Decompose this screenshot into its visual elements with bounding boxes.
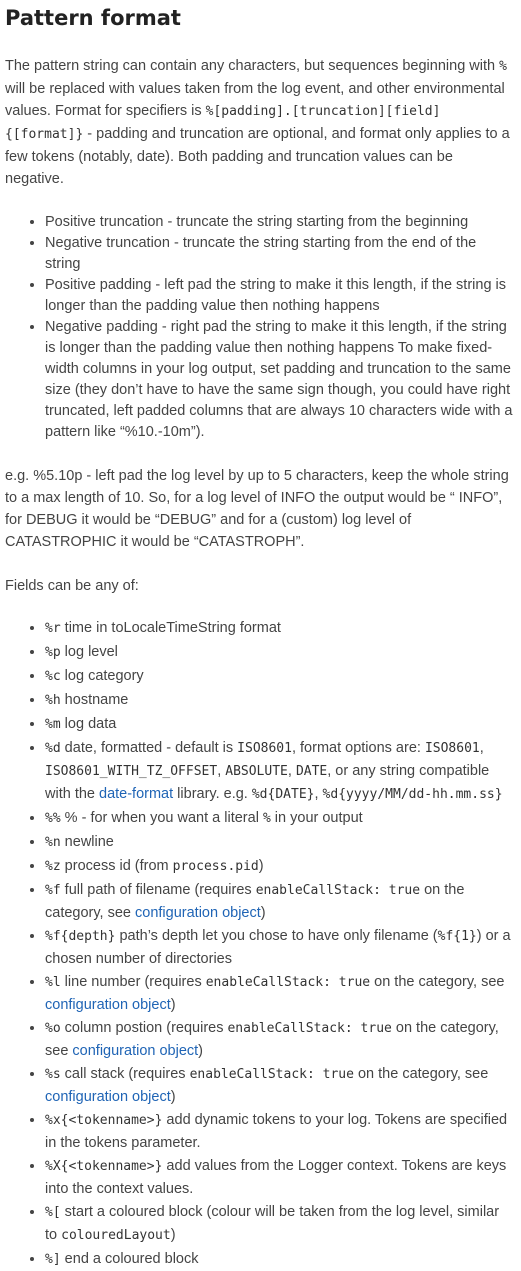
list-item: • Positive truncation - truncate the string starting from the beginning — [45, 212, 515, 233]
list-item: • %n newline — [45, 831, 515, 854]
list-item: • %z process id (from process.pid) — [45, 855, 515, 878]
rules-list — [5, 212, 515, 443]
list-item: • %% % - for when you want a literal % in your output — [45, 807, 515, 830]
list-item: • Negative truncation - truncate the string starting from the end of the string — [45, 233, 515, 275]
list-item: • %m log data — [45, 713, 515, 736]
list-item: • %p log level — [45, 641, 515, 664]
list-item: • %r time in toLocaleTimeString format — [45, 617, 515, 640]
list-item: • %f full path of filename (requires enableCallStack: true on the category, see configuration object) — [45, 879, 515, 924]
list-item: • %[ start a coloured block (colour will be taken from the log level, similar to colouredLayout) — [45, 1201, 515, 1247]
list-item: • %f{depth} path’s depth let you chose to have only filename (%f{1}) or a chosen number of directories — [45, 925, 515, 970]
configuration-object-link[interactable]: configuration object — [135, 905, 261, 921]
intro-paragraph: The pattern string can contain any characters, but sequences beginning with % will be replaced with values taken from the log event, and other environmental values. Format for specifiers is %[padding].[truncation][field]{[format]} - padding and truncation are optional, and format only applies to a few tokens (notably, date). Both padding and truncation values can be negative. — [5, 58, 510, 187]
fields-lead: Fields can be any of: — [5, 578, 139, 594]
page-title: Pattern format — [5, 6, 181, 30]
configuration-object-link[interactable]: configuration object — [45, 997, 171, 1013]
list-item: • %h hostname — [45, 689, 515, 712]
list-item: • %d date, formatted - default is ISO8601, format options are: ISO8601, ISO8601_WITH_TZ_OFFSET, ABSOLUTE, DATE, or any string compatible with the date-format library. e.g. %d{DATE}, %d{yyyy/MM/dd-hh.mm.ss} — [45, 737, 515, 806]
example-paragraph: e.g. %5.10p - left pad the log level by up to 5 characters, keep the whole string to a max length of 10. So, for a log level of INFO the output would be “ INFO”, for DEBUG it would be “DEBUG” and for a (custom) log level of CATASTROPHIC it would be “CATASTROPH”. — [5, 468, 509, 550]
inline-code: %[padding].[truncation][field]{[format]} — [5, 104, 441, 142]
list-item: • %] end a coloured block — [45, 1248, 515, 1271]
list-item: • %o column postion (requires enableCallStack: true on the category, see configuration object) — [45, 1017, 515, 1062]
list-item: • Positive padding - left pad the string to make it this length, if the string is longer than the padding value then nothing happens — [45, 275, 515, 317]
list-item: • %s call stack (requires enableCallStack: true on the category, see configuration object) — [45, 1063, 515, 1108]
list-item: • %x{<tokenname>} add dynamic tokens to your log. Tokens are specified in the tokens parameter. — [45, 1109, 515, 1154]
configuration-object-link[interactable]: configuration object — [45, 1089, 171, 1105]
document — [0, 5, 521, 1271]
list-item: • %X{<tokenname>} add values from the Logger context. Tokens are keys into the context values. — [45, 1155, 515, 1200]
list-item: • %l line number (requires enableCallStack: true on the category, see configuration object) — [45, 971, 515, 1016]
list-item: • %c log category — [45, 665, 515, 688]
date-format-link[interactable]: date-format — [99, 786, 174, 802]
inline-code: % — [499, 59, 507, 74]
list-item: • Negative padding - right pad the string to make it this length, if the string is longer than the padding value then nothing happens To make fixed-width columns in your log output, set padding and truncation to the same size (they don’t have to have the same sign though, you could have right truncated, left padded columns that are always 10 characters wide with a pattern like “%10.-10m”). — [45, 317, 515, 443]
fields-list — [5, 617, 515, 1271]
configuration-object-link[interactable]: configuration object — [72, 1043, 199, 1059]
